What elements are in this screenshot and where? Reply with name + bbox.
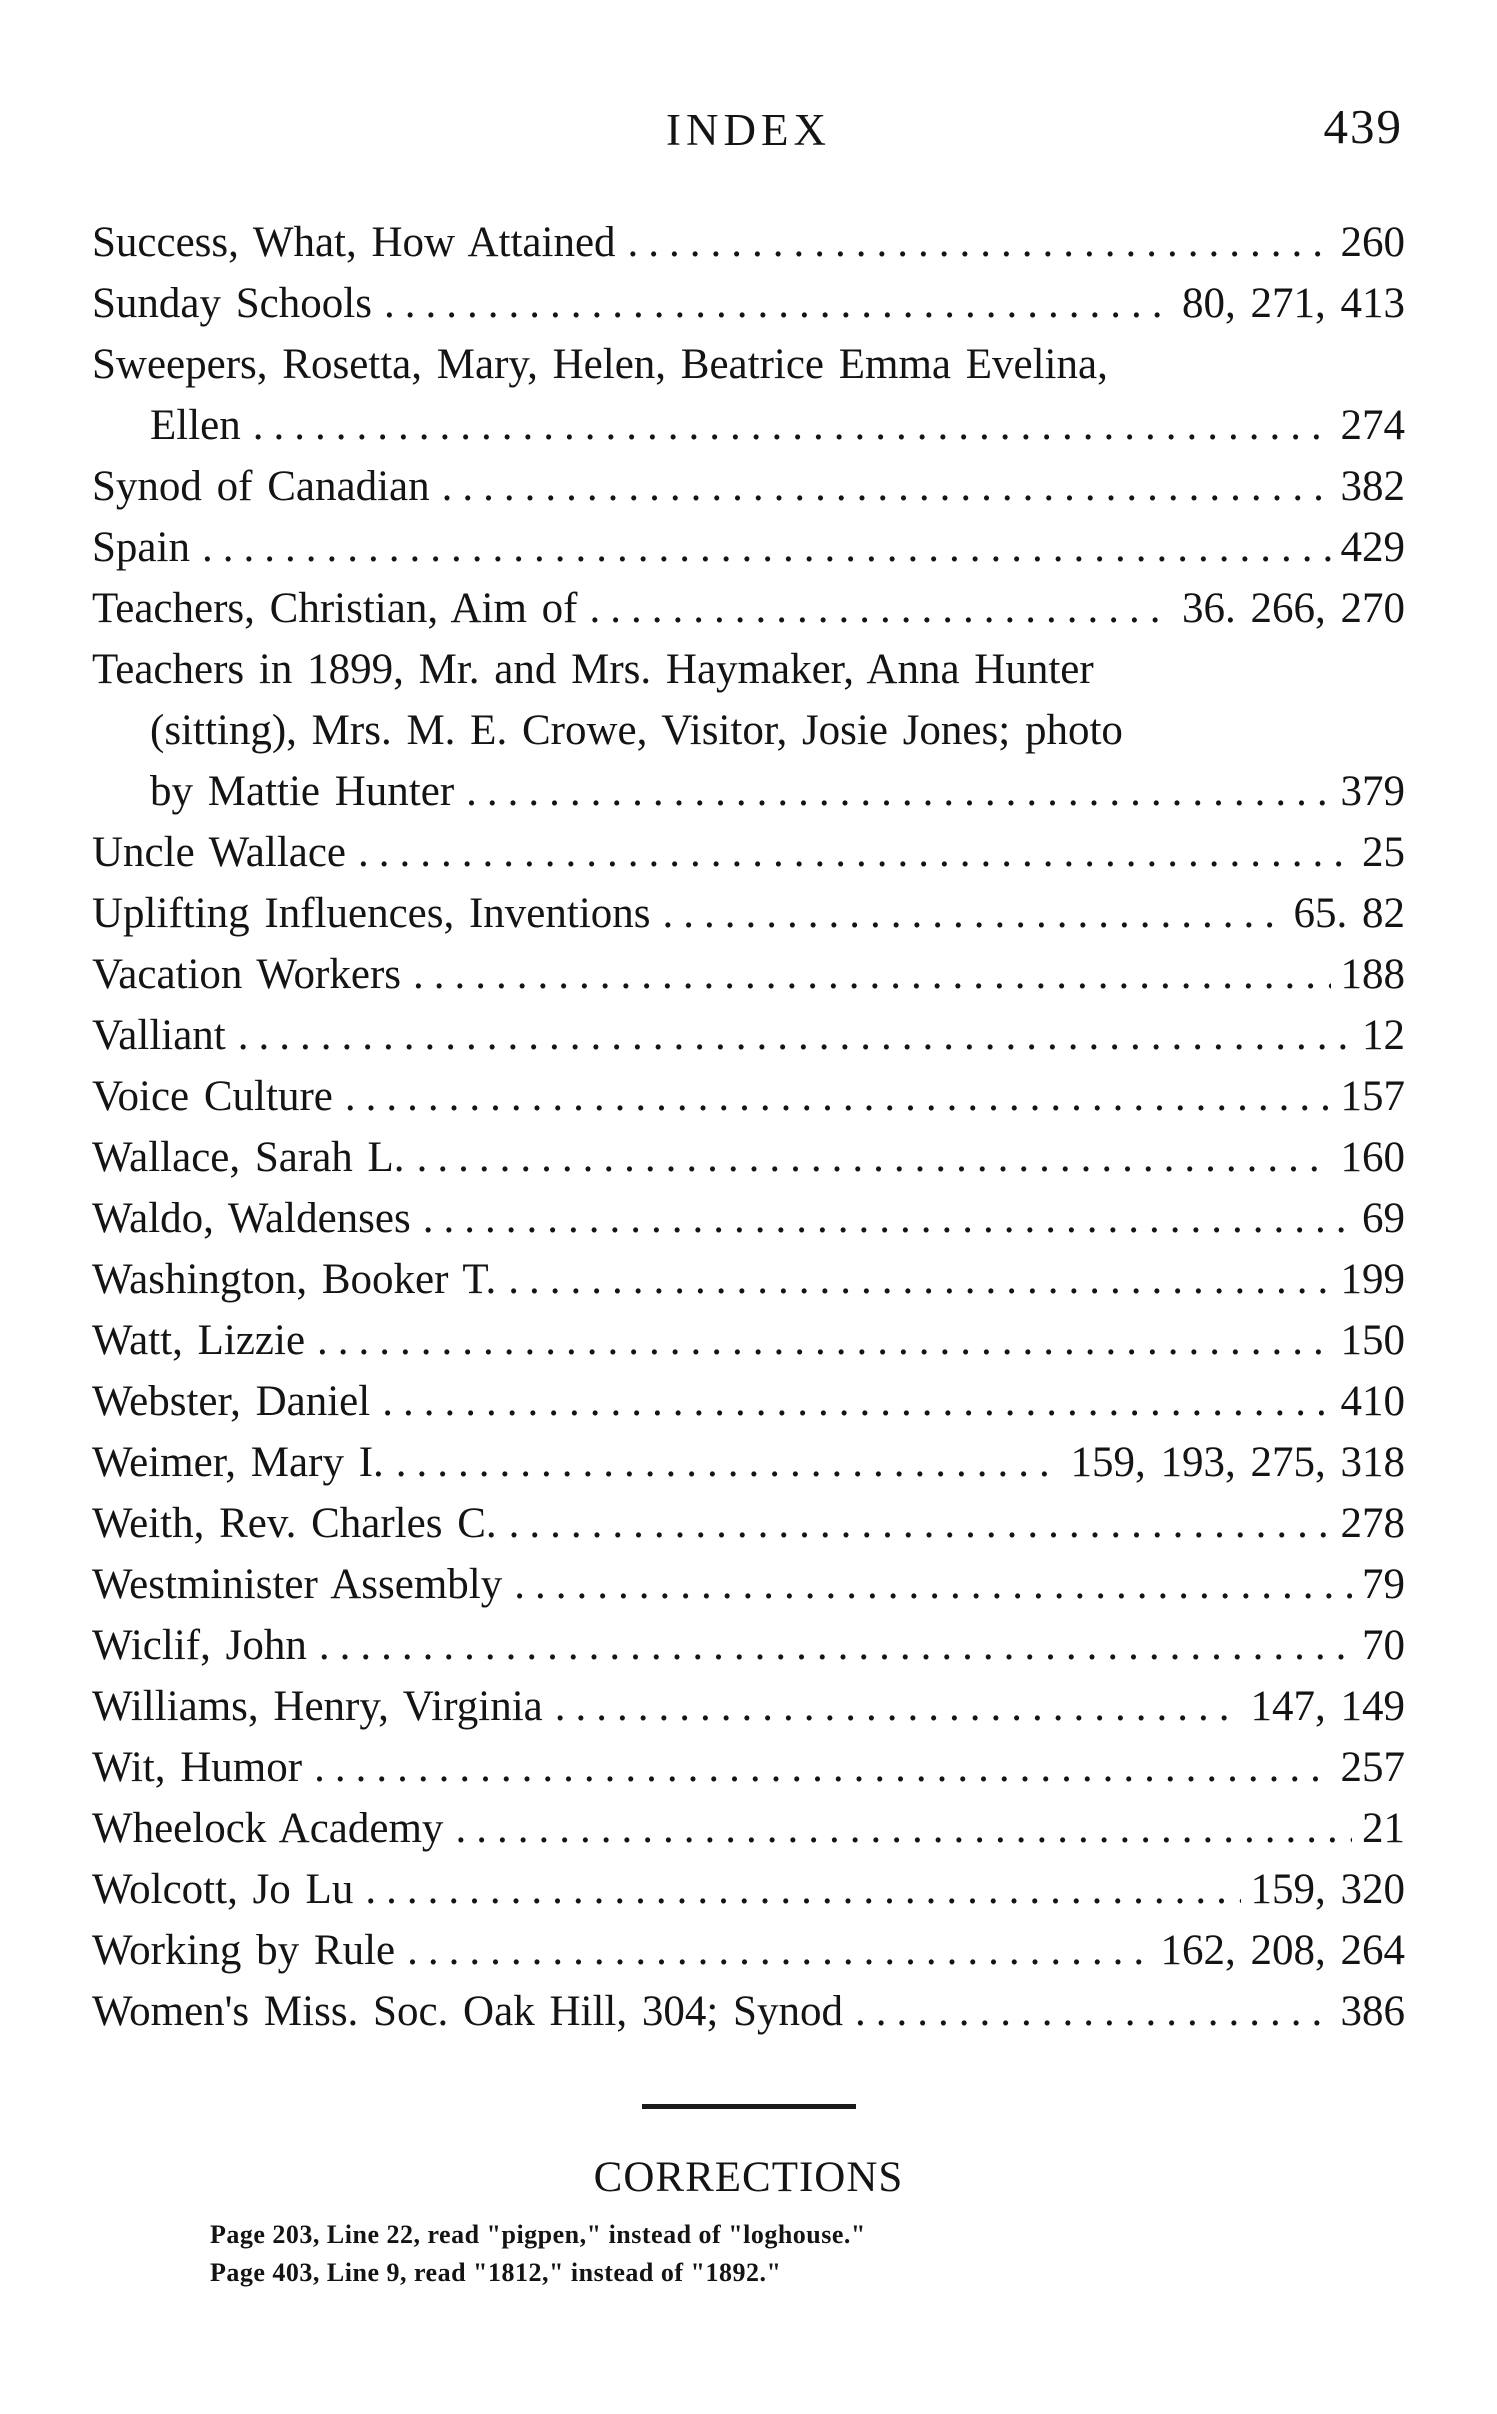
entry-page-numbers: 36. 266, 270 xyxy=(1182,585,1405,632)
dot-leader xyxy=(253,395,1331,456)
dot-leader xyxy=(466,761,1330,822)
entry-text: Synod of Canadian xyxy=(92,463,430,510)
entry-text: Valliant xyxy=(92,1012,226,1059)
entry-page-numbers: 382 xyxy=(1340,463,1405,510)
index-entry-line xyxy=(92,395,1405,456)
entry-text: Uplifting Influences, Inventions xyxy=(92,890,651,937)
dot-leader xyxy=(314,1737,1330,1798)
index-entry-line xyxy=(92,578,1405,639)
corrections-title: CORRECTIONS xyxy=(593,2154,904,2201)
dot-leader xyxy=(202,517,1331,578)
index-entry-line xyxy=(92,944,1405,1005)
section-divider xyxy=(642,2104,856,2109)
index-entry-line xyxy=(92,1066,1405,1127)
dot-leader xyxy=(455,1798,1352,1859)
entry-page-numbers: 79 xyxy=(1362,1561,1405,1608)
entry-page-numbers: 410 xyxy=(1340,1378,1405,1425)
index-entry-line xyxy=(92,1859,1405,1920)
entry-page-numbers: 21 xyxy=(1362,1805,1405,1852)
dot-leader xyxy=(442,456,1331,517)
entry-text: Wit, Humor xyxy=(92,1744,303,1791)
index-entry-line xyxy=(92,1005,1405,1066)
index-entry-line xyxy=(92,1798,1405,1859)
page-title: INDEX xyxy=(666,105,831,155)
index-entry-line xyxy=(92,1249,1405,1310)
entry-page-numbers: 70 xyxy=(1362,1622,1405,1669)
dot-leader xyxy=(508,1249,1330,1310)
dot-leader xyxy=(413,944,1330,1005)
entry-page-numbers: 150 xyxy=(1340,1317,1405,1364)
dot-leader xyxy=(423,1188,1352,1249)
index-entry-line xyxy=(92,883,1405,944)
entry-text: Wheelock Academy xyxy=(92,1805,444,1852)
dot-leader xyxy=(358,822,1352,883)
entry-text: Success, What, How Attained xyxy=(92,219,616,266)
entry-text: Teachers, Christian, Aim of xyxy=(92,585,578,632)
entry-text: Teachers in 1899, Mr. and Mrs. Haymaker, Anna Hunter xyxy=(92,646,1094,693)
index-entry-line xyxy=(92,1981,1405,2042)
entry-page-numbers: 188 xyxy=(1340,951,1405,998)
dot-leader xyxy=(345,1066,1331,1127)
corrections-lines xyxy=(92,2216,1405,2292)
dot-leader xyxy=(509,1493,1331,1554)
entry-text: Wolcott, Jo Lu xyxy=(92,1866,354,1913)
entry-page-numbers: 157 xyxy=(1340,1073,1405,1120)
index-entry-line xyxy=(92,761,1405,822)
entry-page-numbers: 65. 82 xyxy=(1293,890,1405,937)
index-entry-line xyxy=(92,822,1405,883)
entry-page-numbers: 260 xyxy=(1340,219,1405,266)
dot-leader xyxy=(407,1920,1150,1981)
index-entry-line xyxy=(92,1493,1405,1554)
index-entry-line xyxy=(92,700,1405,761)
index-entry-line xyxy=(92,1310,1405,1371)
correction-line: Page 203, Line 22, read "pigpen," instead of "loghouse." xyxy=(210,2220,866,2249)
dot-leader xyxy=(555,1676,1241,1737)
dot-leader xyxy=(514,1554,1352,1615)
dot-leader xyxy=(589,578,1172,639)
dot-leader xyxy=(628,212,1331,273)
entry-page-numbers: 25 xyxy=(1362,829,1405,876)
entry-page-numbers: 379 xyxy=(1340,768,1405,815)
entry-page-numbers: 147, 149 xyxy=(1250,1683,1405,1730)
entry-text: Weith, Rev. Charles C. xyxy=(92,1500,497,1547)
index-entry-line xyxy=(92,334,1405,395)
entry-page-numbers: 429 xyxy=(1340,524,1405,571)
index-entry-line xyxy=(92,1737,1405,1798)
entry-page-numbers: 278 xyxy=(1340,1500,1405,1547)
entry-text: Voice Culture xyxy=(92,1073,333,1120)
entry-page-numbers: 12 xyxy=(1362,1012,1405,1059)
entry-text: Ellen xyxy=(150,402,241,449)
dot-leader xyxy=(663,883,1284,944)
entry-text: Weimer, Mary I. xyxy=(92,1439,384,1486)
entry-text: Wallace, Sarah L. xyxy=(92,1134,405,1181)
entry-page-numbers: 257 xyxy=(1340,1744,1405,1791)
index-entry-line xyxy=(92,1127,1405,1188)
page-number: 439 xyxy=(1323,99,1403,154)
dot-leader xyxy=(382,1371,1330,1432)
page-header xyxy=(92,99,1405,168)
correction-line: Page 403, Line 9, read "1812," instead of "1892." xyxy=(210,2258,782,2287)
index-entry-line xyxy=(92,1371,1405,1432)
dot-leader xyxy=(384,273,1172,334)
index-entry-line xyxy=(92,1676,1405,1737)
entry-page-numbers: 199 xyxy=(1340,1256,1405,1303)
entry-text: Sweepers, Rosetta, Mary, Helen, Beatrice Emma Evelina, xyxy=(92,341,1108,388)
dot-leader xyxy=(855,1981,1331,2042)
index-entry-line xyxy=(92,1188,1405,1249)
entry-text: Webster, Daniel xyxy=(92,1378,371,1425)
entry-page-numbers: 274 xyxy=(1340,402,1405,449)
entry-page-numbers: 386 xyxy=(1340,1988,1405,2035)
index-entry-line xyxy=(92,1554,1405,1615)
index-entry-line xyxy=(92,1920,1405,1981)
entry-text: Westminister Assembly xyxy=(92,1561,503,1608)
index-entry-line xyxy=(92,273,1405,334)
dot-leader xyxy=(396,1432,1061,1493)
index-entry-line xyxy=(92,1615,1405,1676)
dot-leader xyxy=(365,1859,1240,1920)
dot-leader xyxy=(238,1005,1352,1066)
index-entry-line xyxy=(92,456,1405,517)
entry-text: Williams, Henry, Virginia xyxy=(92,1683,543,1730)
entry-page-numbers: 160 xyxy=(1340,1134,1405,1181)
index-entry-line xyxy=(92,1432,1405,1493)
entry-text: by Mattie Hunter xyxy=(150,768,455,815)
entry-text: Waldo, Waldenses xyxy=(92,1195,411,1242)
entry-text: Women's Miss. Soc. Oak Hill, 304; Synod xyxy=(92,1988,843,2035)
entry-page-numbers: 69 xyxy=(1362,1195,1405,1242)
entry-text: Sunday Schools xyxy=(92,280,372,327)
entry-text: Vacation Workers xyxy=(92,951,402,998)
entry-text: Uncle Wallace xyxy=(92,829,347,876)
index-entry-line xyxy=(92,517,1405,578)
index-entries xyxy=(92,212,1405,2042)
entry-page-numbers: 162, 208, 264 xyxy=(1160,1927,1405,1974)
entry-text: Spain xyxy=(92,524,190,571)
entry-text: Wiclif, John xyxy=(92,1622,307,1669)
dot-leader xyxy=(417,1127,1331,1188)
index-entry-line xyxy=(92,212,1405,273)
entry-text: Washington, Booker T. xyxy=(92,1256,497,1303)
entry-text: Working by Rule xyxy=(92,1927,396,1974)
index-entry-line xyxy=(92,639,1405,700)
entry-page-numbers: 159, 320 xyxy=(1250,1866,1405,1913)
entry-text: Watt, Lizzie xyxy=(92,1317,306,1364)
entry-text: (sitting), Mrs. M. E. Crowe, Visitor, Josie Jones; photo xyxy=(150,707,1123,754)
entry-page-numbers: 159, 193, 275, 318 xyxy=(1070,1439,1405,1486)
dot-leader xyxy=(317,1310,1330,1371)
entry-page-numbers: 80, 271, 413 xyxy=(1182,280,1405,327)
dot-leader xyxy=(319,1615,1352,1676)
